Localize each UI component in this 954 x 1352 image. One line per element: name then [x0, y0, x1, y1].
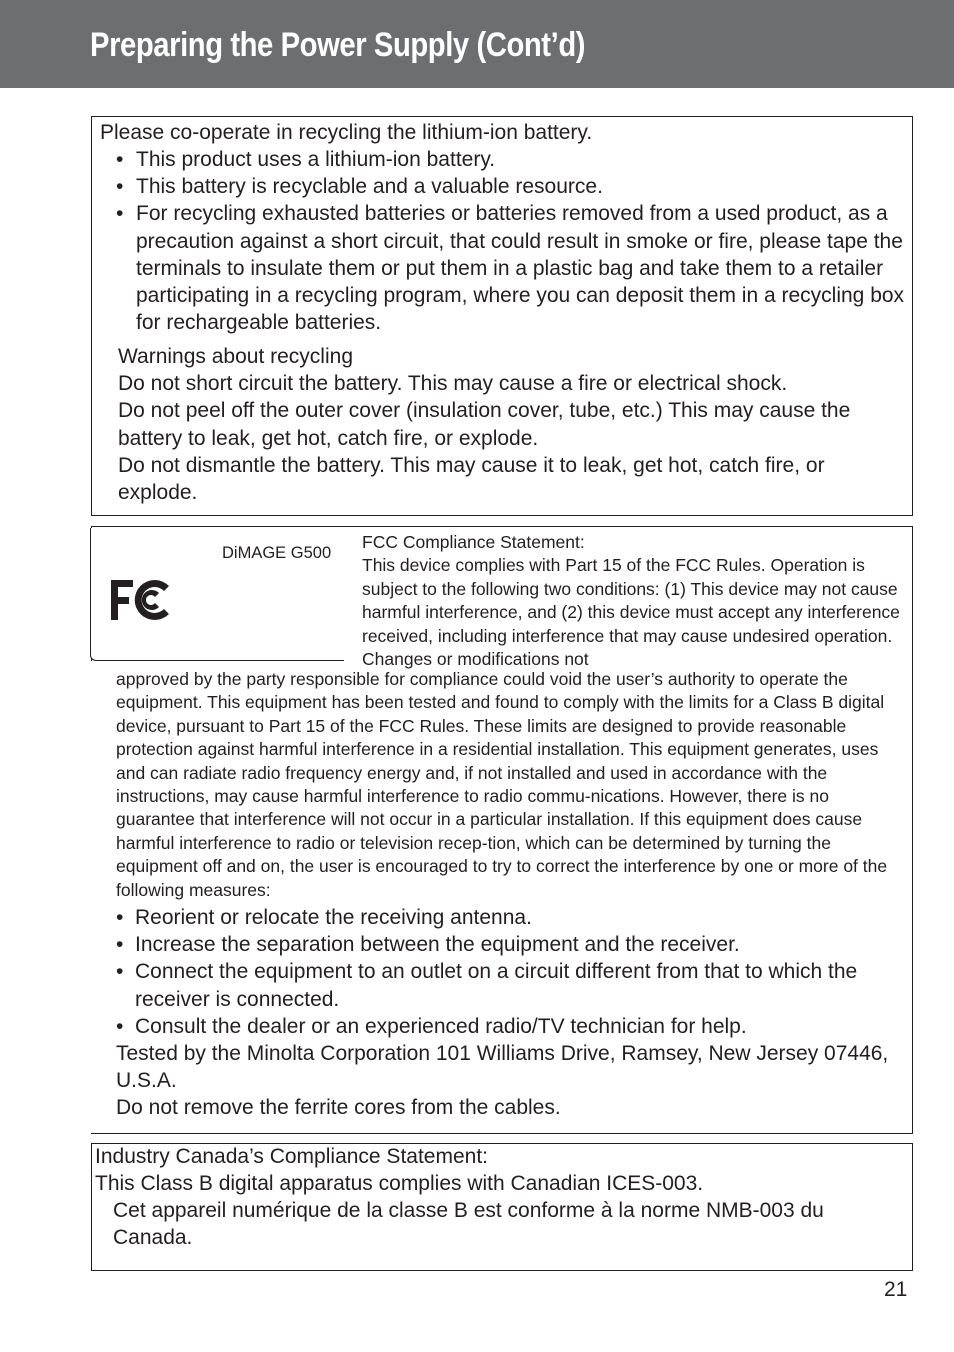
model-name: DiMAGE G500	[222, 544, 332, 562]
page-number: 21	[884, 1278, 908, 1301]
measure-text: Consult the dealer or an experienced radio/TV technician for help.	[135, 1014, 747, 1038]
measure-text: Connect the equipment to an outlet on a circuit different from that to which the receiver is connected.	[135, 960, 858, 1011]
warning-text: Do not short circuit the battery. This may cause a fire or electrical shock.	[118, 372, 788, 396]
list-item: • Connect the equipment to an outlet on a circuit different from that to which the receiver is connected.	[116, 960, 858, 1011]
list-item: • This product uses a lithium-ion battery.	[116, 148, 496, 171]
warning-text: Do not peel off the outer cover (insulation cover, tube, etc.) This may cause the battery to leak, get hot, catch fire, or explode.	[118, 399, 851, 450]
bullet-text: For recycling exhausted batteries or batteries removed from a used product, as a precaution against a short circuit, that could result in smoke or fire, please tape the terminals to insulate them or put them in a plastic bag and take them to a retailer participating in a recycling program, where you can deposit them in a recycling box for rechargeable batteries.	[136, 202, 905, 335]
canada-line-fr: Cet appareil numérique de la classe B est conforme à la norme NMB-003 du Canada.	[113, 1199, 824, 1250]
fcc-head-text: This device complies with Part 15 of the FCC Rules. Operation is subject to the following two conditions: (1) This device may not cause harmful interference, and (2) this device must accept any interference received, including interference that may cause undesired operation. Changes or modifications not	[362, 555, 900, 670]
fcc-body-text: approved by the party responsible for compliance could void the user’s authority to operate the equipment. This equipment has been tested and found to comply with the limits for a Class B digital device, pursuant to Part 15 of the FCC Rules. These limits are designed to provide reasonable protection against harmful interference in a residential installation. This equipment generates, uses and can radiate radio frequency energy and, if not installed and used in accordance with the instructions, may cause harmful interference to radio commu-nications. However, there is no guarantee that interference will not occur in a particular installation. If this equipment does cause harmful interference to radio or television recep-tion, which can be determined by turning the equipment off and on, the user is encouraged to try to correct the interference by one or more of the following measures:	[116, 669, 888, 900]
list-item: • Increase the separation between the equipment and the receiver.	[116, 933, 740, 957]
canada-line-en: This Class B digital apparatus complies with Canadian ICES-003.	[95, 1172, 704, 1196]
list-item: • For recycling exhausted batteries or batteries removed from a used product, as a precaution against a short circuit, that could result in smoke or fire, please tape the terminals to insulate them or put them in a plastic bag and take them to a retailer participating in a recycling program, where you can deposit them in a recycling box for rechargeable batteries.	[116, 202, 905, 335]
bullet-text: This battery is recyclable and a valuable resource.	[136, 175, 603, 199]
page-header	[0, 0, 954, 88]
warnings-title: Warnings about recycling	[118, 345, 353, 368]
recycling-notice-box	[91, 116, 913, 516]
fcc-title: FCC Compliance Statement:	[362, 532, 585, 552]
warning-text: Do not dismantle the battery. This may cause it to leak, get hot, catch fire, or explode.	[118, 453, 825, 505]
ferrite-note: Do not remove the ferrite cores from the cables.	[116, 1096, 561, 1120]
list-item: • Reorient or relocate the receiving antenna.	[116, 906, 532, 929]
canada-statement-head	[95, 1143, 895, 1197]
recycling-warnings	[118, 343, 898, 506]
fcc-statement-head	[362, 531, 907, 671]
recycling-bullet-list	[116, 146, 906, 336]
fcc-logo-icon	[109, 578, 171, 622]
recycling-intro: Please co-operate in recycling the lithium-ion battery.	[100, 121, 593, 144]
measure-text: Reorient or relocate the receiving antenna.	[135, 906, 532, 929]
list-item: • This battery is recyclable and a valuable resource.	[116, 175, 603, 199]
tested-by-text: Tested by the Minolta Corporation 101 Williams Drive, Ramsey, New Jersey 07446, U.S.A.	[116, 1042, 889, 1093]
canada-statement-box	[91, 1143, 913, 1271]
page-title: Preparing the Power Supply (Cont’d)	[90, 26, 586, 64]
measure-text: Increase the separation between the equipment and the receiver.	[135, 933, 740, 957]
bullet-text: This product uses a lithium-ion battery.	[136, 148, 496, 171]
fcc-measures-list	[116, 904, 906, 1122]
canada-title: Industry Canada’s Compliance Statement:	[95, 1145, 488, 1168]
list-item: • Consult the dealer or an experienced radio/TV technician for help.	[116, 1014, 747, 1038]
